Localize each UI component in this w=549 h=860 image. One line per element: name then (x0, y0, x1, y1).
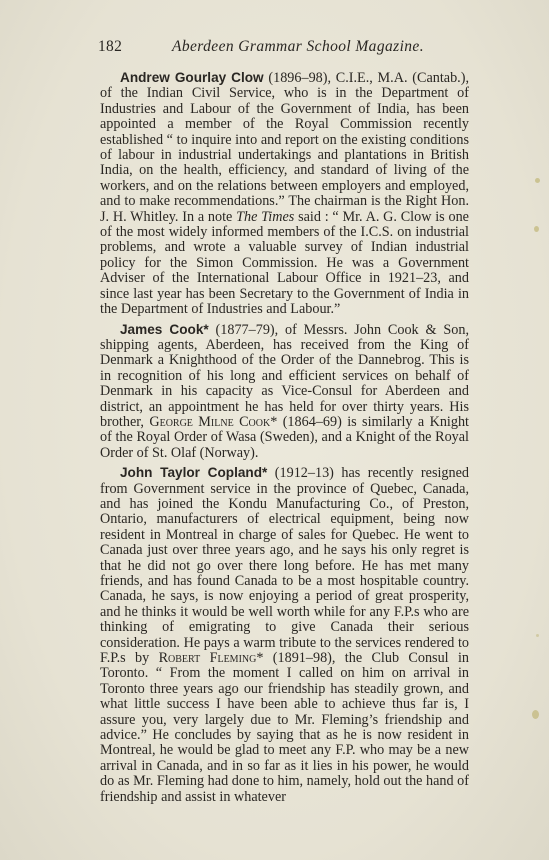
paper-speck (536, 634, 539, 637)
person-name-clow: Andrew Gourlay Clow (120, 70, 264, 85)
paragraph-copland (100, 465, 469, 805)
page-number: 182 (98, 38, 123, 55)
publication-name: The Times (236, 208, 295, 225)
page-header (98, 38, 470, 58)
person-name-fleming: Robert Fleming* (158, 650, 264, 667)
article-body (100, 70, 469, 809)
running-title: Aberdeen Grammar School Magazine. (172, 38, 424, 55)
paper-speck (532, 710, 539, 719)
paragraph-text: said : “ Mr. A. G. Clow is one of the most widely informed members of the I.C.S. on industrial problems, and wrote a valuable survey of Indian industrial policy for the Simon Commission. He was a Government Adviser of the International Labour Office in 1921–23, and since last year has been Secretary to the Government of India in the Department of Industries and Labour.” (100, 208, 469, 318)
paragraph-clow (100, 70, 469, 318)
paragraph-text: (1896–98), C.I.E., M.A. (Cantab.), of the Indian Civil Service, who is in the Department of Industries and Labour of the Government of India, has been appointed a member of the Royal Commission recently established “ to inquire into and report on the existing conditions of labour in industrial undertakings and plantations in British India, on the health, efficiency, and standard of living of the workers, and on the relations between employers and employed, and to make recommendations.” The chairman is the Right Hon. J. H. Whitley. In a note (100, 70, 469, 225)
paper-speck (534, 226, 539, 232)
paragraph-text: (1912–13) has recently resigned from Government service in the province of Quebec, Canada, and has joined the Kondu Manufacturing Co., of Preston, Ontario, manufacturers of electrical equipment, being now resident in Montreal in charge of sales for Quebec. He went to Canada just over three years ago, and he says his only regret is that he did not go over there long before. He has met many friends, and has found Canada to be a most hospitable country. Canada, he says, is now enjoying a period of great prosperity, and he thinks it would be well worth while for any F.P.s who are thinking of emigrating to give Canada their serious consideration. He pays a warm tribute to the services rendered to F.P.s by (100, 465, 469, 667)
person-name-brother: George Milne Cook* (149, 413, 278, 430)
person-name-copland: John Taylor Copland* (120, 465, 268, 481)
person-name-cook: James Cook* (120, 321, 209, 337)
paragraph-cook (100, 322, 469, 462)
paragraph-text: (1891–98), the Club Consul in Toronto. “ From the moment I called on him on arrival in Toronto three years ago our friendship has steadily grown, and what little success I have been able to achieve thus far is, I assure you, very largely due to Mr. Fleming’s friendship and advice.” He concludes by saying that as he is now resident in Montreal, he would be glad to meet any F.P. who may be a new arrival in Canada, and in so far as it lies in his power, he would do as Mr. Fleming had done to him, namely, hold out the hand of friendship and assist in whatever (100, 650, 469, 805)
paper-speck (535, 178, 540, 183)
paragraph-text: (1864–69) is similarly a Knight of the Royal Order of Wasa (Sweden), and a Knight of the Royal Order of St. Olaf (Norway). (100, 413, 469, 461)
paragraph-text: (1877–79), of Messrs. John Cook & Son, shipping agents, Aberdeen, has received from the King of Denmark a Knighthood of the Order of the Dannebrog. This is in recognition of his long and efficient services on behalf of Denmark in his capacity as Vice-Consul for Aberdeen and district, an appointment he has held for over thirty years. His brother, (100, 321, 469, 430)
